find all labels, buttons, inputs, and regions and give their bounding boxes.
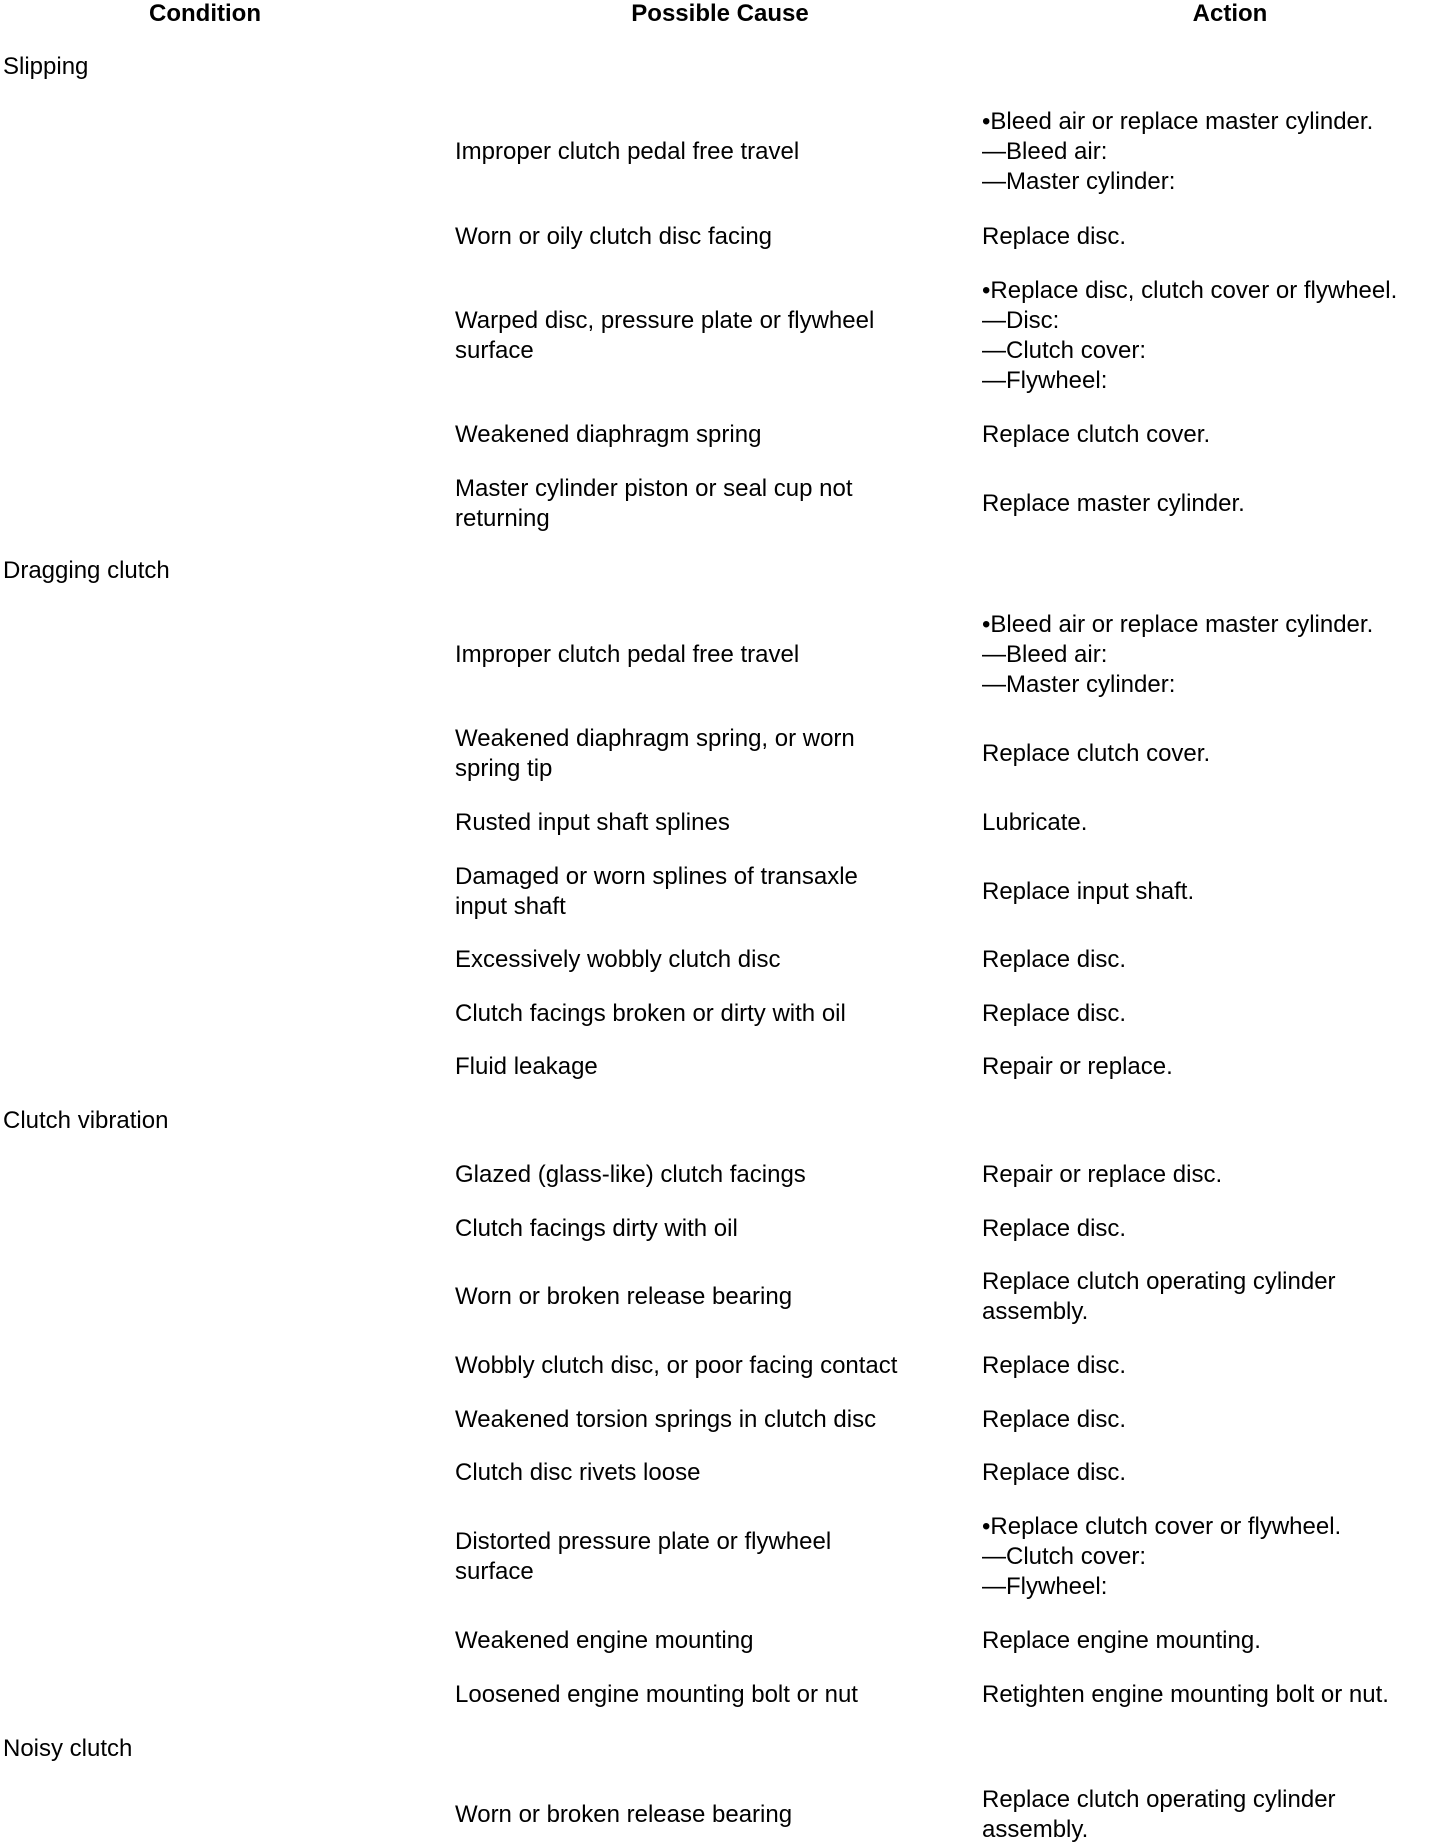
table-row bbox=[0, 1160, 1440, 1190]
cause-cell: Master cylinder piston or seal cup not returning bbox=[455, 475, 853, 532]
cause-cell: Glazed (glass-like) clutch facings bbox=[455, 1161, 806, 1188]
table-row bbox=[0, 1786, 1440, 1844]
table-row bbox=[0, 1458, 1440, 1488]
header-condition: Condition bbox=[149, 0, 261, 27]
cause-cell: Weakened engine mounting bbox=[455, 1627, 754, 1654]
table-row bbox=[0, 999, 1440, 1029]
cause-cell: Worn or oily clutch disc facing bbox=[455, 223, 773, 250]
action-cell: Replace clutch operating cylinder assembly. bbox=[982, 1268, 1336, 1325]
action-cell: Retighten engine mounting bolt or nut. bbox=[982, 1681, 1389, 1708]
table-row bbox=[0, 1351, 1440, 1381]
action-cell: •Bleed air or replace master cylinder. —Bleed air: —Master cylinder: bbox=[982, 108, 1374, 195]
action-cell: Replace disc. bbox=[982, 1459, 1127, 1486]
cause-cell: Weakened diaphragm spring, or worn spring tip bbox=[455, 725, 855, 782]
cause-cell: Clutch disc rivets loose bbox=[455, 1459, 701, 1486]
action-cell: Replace clutch cover. bbox=[982, 421, 1211, 448]
action-cell: Replace clutch cover. bbox=[982, 740, 1211, 767]
table-row bbox=[0, 862, 1440, 922]
action-cell: •Replace disc, clutch cover or flywheel. —Disc: —Clutch cover: —Flywheel: bbox=[982, 277, 1398, 394]
condition-noisy-clutch: Noisy clutch bbox=[3, 1735, 133, 1762]
action-cell: Replace disc. bbox=[982, 946, 1127, 973]
header-action: Action bbox=[1192, 0, 1268, 27]
action-cell: •Replace clutch cover or flywheel. —Clutch cover: —Flywheel: bbox=[982, 1513, 1342, 1600]
table-row bbox=[0, 724, 1440, 784]
action-cell: Replace input shaft. bbox=[982, 878, 1195, 905]
table-row bbox=[0, 276, 1440, 396]
cause-cell: Rusted input shaft splines bbox=[455, 809, 730, 836]
table-row bbox=[0, 420, 1440, 450]
header-possible-cause: Possible Cause bbox=[631, 0, 809, 27]
cause-cell: Damaged or worn splines of transaxle input shaft bbox=[455, 863, 858, 920]
table-row bbox=[0, 1626, 1440, 1656]
action-cell: Replace disc. bbox=[982, 1406, 1127, 1433]
condition-clutch-vibration: Clutch vibration bbox=[3, 1107, 169, 1134]
cause-cell: Fluid leakage bbox=[455, 1053, 598, 1080]
action-cell: •Bleed air or replace master cylinder. —Bleed air: —Master cylinder: bbox=[982, 611, 1374, 698]
condition-dragging-clutch: Dragging clutch bbox=[3, 557, 170, 584]
cause-cell: Warped disc, pressure plate or flywheel surface bbox=[455, 307, 875, 364]
cause-cell: Clutch facings broken or dirty with oil bbox=[455, 1000, 846, 1027]
table-row bbox=[0, 1680, 1440, 1710]
table-row bbox=[0, 1512, 1440, 1602]
cause-cell: Worn or broken release bearing bbox=[455, 1283, 793, 1310]
action-cell: Repair or replace. bbox=[982, 1053, 1173, 1080]
cause-cell: Weakened torsion springs in clutch disc bbox=[455, 1406, 877, 1433]
table-row bbox=[0, 222, 1440, 252]
table-row bbox=[0, 107, 1440, 197]
cause-cell: Improper clutch pedal free travel bbox=[455, 641, 800, 668]
action-cell: Replace disc. bbox=[982, 1000, 1127, 1027]
action-cell: Replace clutch operating cylinder assembly. bbox=[982, 1786, 1336, 1843]
table-row bbox=[0, 945, 1440, 975]
action-cell: Replace disc. bbox=[982, 1215, 1127, 1242]
action-cell: Replace engine mounting. bbox=[982, 1627, 1261, 1654]
action-cell: Lubricate. bbox=[982, 809, 1088, 836]
cause-cell: Weakened diaphragm spring bbox=[455, 421, 762, 448]
action-cell: Replace disc. bbox=[982, 223, 1127, 250]
table-row bbox=[0, 474, 1440, 534]
action-cell: Replace disc. bbox=[982, 1352, 1127, 1379]
table-row bbox=[0, 1214, 1440, 1244]
action-cell: Replace master cylinder. bbox=[982, 490, 1245, 517]
table-row bbox=[0, 808, 1440, 838]
table-row bbox=[0, 1267, 1440, 1327]
table-row bbox=[0, 1052, 1440, 1082]
cause-cell: Loosened engine mounting bolt or nut bbox=[455, 1681, 858, 1708]
table-row bbox=[0, 610, 1440, 700]
cause-cell: Improper clutch pedal free travel bbox=[455, 138, 800, 165]
cause-cell: Excessively wobbly clutch disc bbox=[455, 946, 781, 973]
cause-cell: Worn or broken release bearing bbox=[455, 1801, 793, 1828]
cause-cell: Clutch facings dirty with oil bbox=[455, 1215, 738, 1242]
table-row bbox=[0, 1405, 1440, 1435]
action-cell: Repair or replace disc. bbox=[982, 1161, 1223, 1188]
condition-slipping: Slipping bbox=[3, 53, 89, 80]
cause-cell: Distorted pressure plate or flywheel surface bbox=[455, 1528, 832, 1585]
cause-cell: Wobbly clutch disc, or poor facing contact bbox=[455, 1352, 898, 1379]
